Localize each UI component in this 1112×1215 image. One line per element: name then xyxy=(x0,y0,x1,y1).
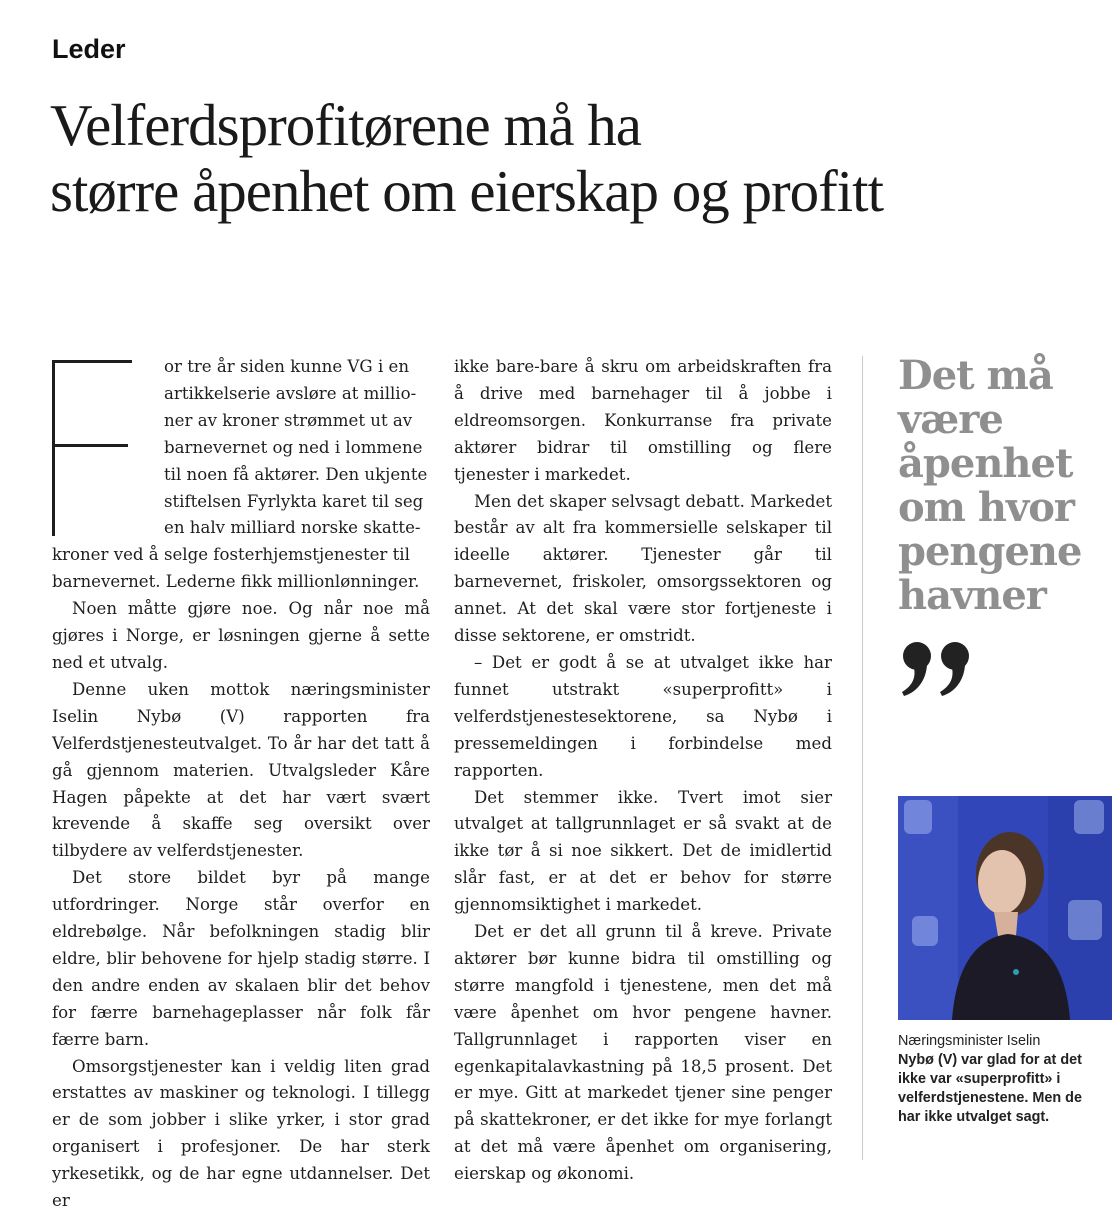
article-column-1 xyxy=(52,354,430,1215)
section-label: Leder xyxy=(52,34,126,64)
lead-line: barnevernet. Lederne fikk millionlønninger. xyxy=(52,572,420,592)
lead-line: barnevernet og ned i lommene xyxy=(164,437,423,457)
pull-quote xyxy=(898,354,1108,618)
pull-quote-line: pengene xyxy=(898,528,1082,575)
lead-line: artikkelserie avsløre at millio- xyxy=(164,383,417,403)
pull-quote-line: Det må xyxy=(898,352,1053,399)
lead-line: til noen få aktører. Den ukjente xyxy=(164,464,428,484)
photo-illustration xyxy=(898,796,1112,1020)
body-paragraph: Det stemmer ikke. Tvert imot sier utvalget at tallgrunnlaget er så svakt at de ikke tør å si noe sikkert. Det de imidlertid slår fast, er at det er behov for større gjennomsiktighet i markedet. xyxy=(454,787,832,915)
body-paragraph: Denne uken mottok næringsminister Iselin Nybø (V) rapporten fra Velferdstjenesteutvalget. To år har det tatt å gå gjennom materien. Utvalgsleder Kåre Hagen påpekte at det har vært svært krevende å skaffe seg oversikt over tilbydere av velferdstjenester. xyxy=(52,679,430,861)
pull-quote-line: være xyxy=(898,396,1003,443)
lead-line: ner av kroner strømmet ut av xyxy=(164,410,413,430)
pull-quote-line: havner xyxy=(898,572,1046,619)
lead-line: or tre år siden kunne VG i en xyxy=(164,357,410,376)
body-paragraph: Det store bildet byr på mange utfordringer. Norge står overfor en eldrebølge. Når befolkningen stadig blir eldre, blir behovene for hjelp stadig større. I den andre enden av skalaen blir det behov for færre barnehageplasser når folk får færre barn. xyxy=(52,868,430,1049)
lead-paragraph xyxy=(52,354,430,596)
headline-line-1: Velferdsprofitørene må ha xyxy=(50,92,641,158)
pull-quote-line: åpenhet xyxy=(898,440,1073,487)
body-paragraph: Men det skaper selvsagt debatt. Markedet består av alt fra kommersielle selskaper til ideelle aktører. Tjenester går til barnevernet, friskoler, omsorgssektoren og annet. At det skal være stor fortjeneste i disse sektorene, er omstridt. xyxy=(454,491,832,646)
headline xyxy=(50,92,1090,224)
lead-line: stiftelsen Fyrlykta karet til seg xyxy=(164,491,424,511)
drop-cap-f xyxy=(52,360,132,536)
body-paragraph: Det er det all grunn til å kreve. Private aktører bør kunne bidra til omstilling og større mangfold i tjenestene, men det må være åpenhet om hvor pengene havner. Tallgrunnlaget i rapporten viser en egenkapitalavkastning på 18,5 prosent. Det er mye. Gitt at markedet tjener sine penger på skattekroner, er det ikke for mye forlangt at det må være åpenhet om organisering, eierskap og økonomi. xyxy=(454,922,832,1184)
body-paragraph: – Det er godt å se at utvalget ikke har funnet utstrakt «superprofitt» i velferdstjenestesektorene, sa Nybø i pressemeldingen i forbindelse med rapporten. xyxy=(454,652,832,780)
article-column-2 xyxy=(454,354,832,1188)
caption-line: Næringsminister Iselin xyxy=(898,1033,1041,1049)
caption-line: velferdstjenestene. Men de xyxy=(898,1090,1082,1106)
caption-line: Nybø (V) var glad for at det xyxy=(898,1052,1082,1068)
closing-quote-icon xyxy=(900,640,980,700)
caption-line: ikke var «superprofitt» i xyxy=(898,1071,1061,1087)
body-paragraph: Omsorgstjenester kan i veldig liten grad erstattes av maskiner og teknologi. I tillegg er de som jobber i slike yrker, i stor grad organisert i profesjoner. De har sterk yrkesetikk, og de har egne utdannelser. Det er xyxy=(52,1056,430,1211)
pull-quote-line: om hvor xyxy=(898,484,1075,531)
body-paragraph: ikke bare-bare å skru om arbeidskraften fra å drive med barnehager til å jobbe i eldreomsorgen. Konkurranse fra private aktører bidrar til omstilling og flere tjenester i markedet. xyxy=(454,357,832,484)
column-divider xyxy=(862,356,863,1160)
headline-line-2: større åpenhet om eierskap og profitt xyxy=(50,158,883,224)
photo-caption xyxy=(898,1032,1112,1127)
caption-line: har ikke utvalget sagt. xyxy=(898,1109,1050,1125)
lead-line: en halv milliard norske skatte- xyxy=(164,518,421,538)
news-photo xyxy=(898,796,1112,1020)
lead-line: kroner ved å selge fosterhjemstjenester til xyxy=(52,545,410,565)
body-paragraph: Noen måtte gjøre noe. Og når noe må gjøres i Norge, er løsningen gjerne å sette ned et utvalg. xyxy=(52,599,430,672)
